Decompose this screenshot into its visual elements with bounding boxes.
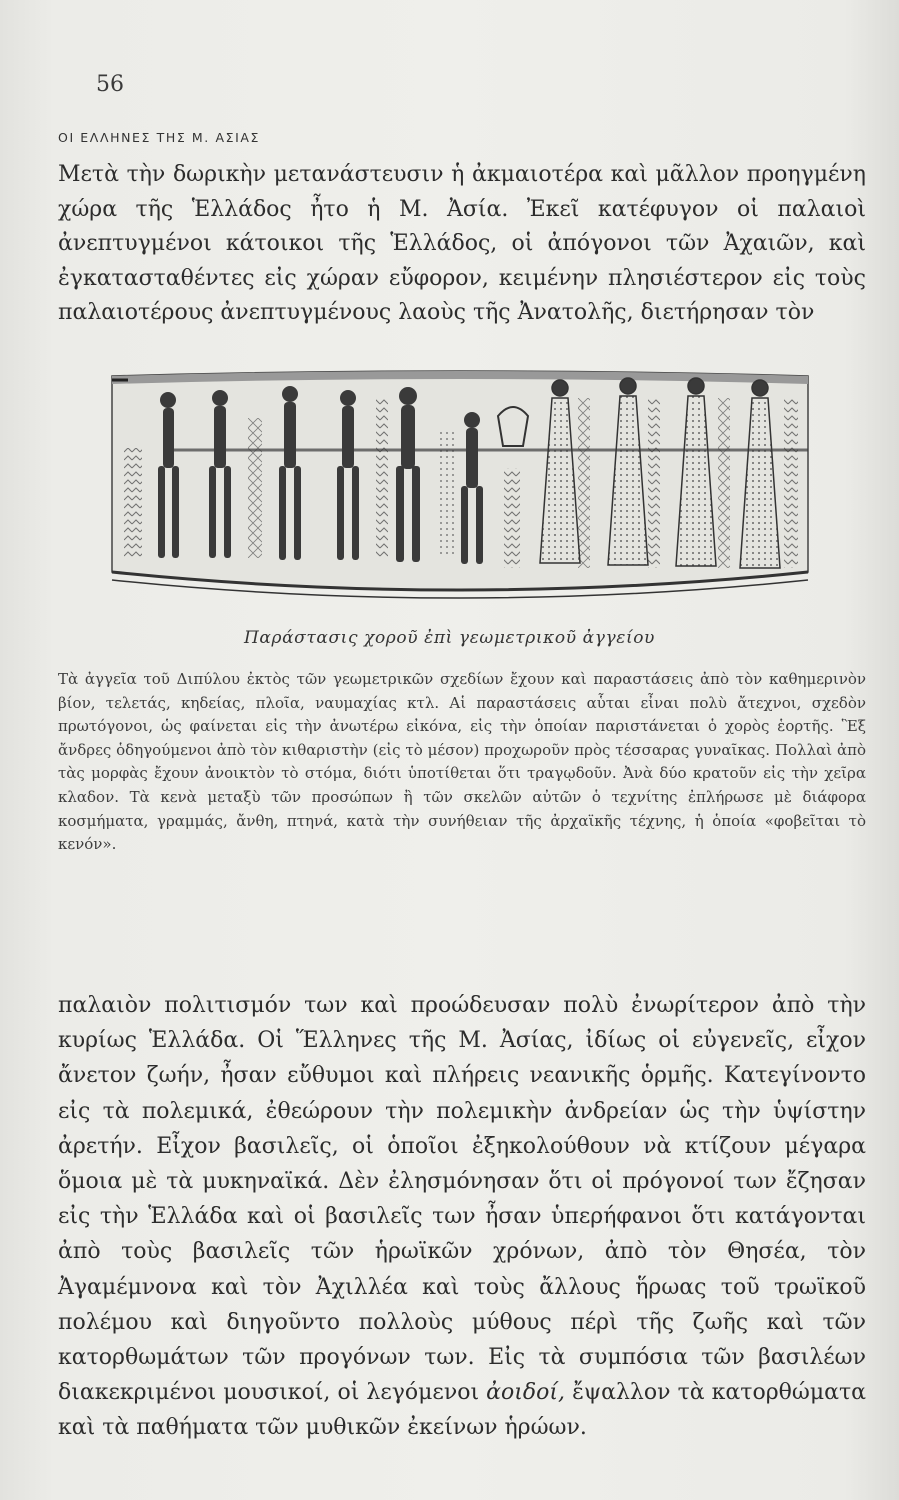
paragraph-main (58, 988, 866, 1446)
paragraph-intro: Μετὰ τὴν δωρικὴν μετανάστευσιν ἡ ἀκμαιοτέρα καὶ μᾶλλον προηγμένη χώρα τῆς Ἑλλάδος ἦτο ἡ Μ. Ἀσία. Ἐκεῖ κατέφυγον οἱ παλαιοὶ ἀνεπτυγμένοι κάτοικοι τῆς Ἑλλάδος, οἱ ἀπόγονοι τῶν Ἀχαιῶν, καὶ ἐγκατασταθέντες εἰς χώραν εὔφορον, κειμένην πλησιέστερον εἰς τοὺς παλαιοτέρους ἀνεπτυγμένους λαοὺς τῆς Ἀνατολῆς, διετήρησαν τὸν (58, 162, 866, 325)
paragraph-main-italic-term: ἀοιδοί, (486, 1380, 565, 1406)
paragraph-main-text-1: παλαιὸν πολιτισμόν των καὶ προώδευσαν πολὺ ἐνωρίτερον ἀπὸ τὴν κυρίως Ἑλλάδα. Οἱ Ἕλληνες τῆς Μ. Ἀσίας, ἰδίως οἱ εὐγενεῖς, εἶχον ἄνετον ζωήν, ἦσαν εὔθυμοι καὶ πλήρεις νεανικῆς ὁρμῆς. Κατεγίνοντο εἰς τὰ πολεμικά, ἐθεώρουν τὴν πολεμικὴν ἀνδρείαν ὡς τὴν ὑψίστην ἀρετήν. Εἶχον βασιλεῖς, οἱ ὁποῖοι ἐξηκολούθουν νὰ κτίζουν μέγαρα ὅμοια μὲ τὰ μυκηναϊκά. Δὲν ἐλησμόνησαν ὅτι οἱ πρόγονοί των ἔζησαν εἰς τὴν Ἑλλάδα καὶ οἱ βασιλεῖς των ἦσαν ὑπερήφανοι ὅτι κατάγονται ἀπὸ τοὺς βασιλεῖς τῶν ἡρωϊκῶν χρόνων, ἀπὸ τὸν Θησέα, τὸν Ἀγαμέμνονα καὶ τὸν Ἀχιλλέα καὶ τοὺς ἄλλους ἥρωας τοῦ τρωϊκοῦ πολέμου καὶ διηγοῦντο πολλοὺς μύθους πέρὶ τῆς ζωῆς καὶ τῶν κατορθωμάτων τῶν προγόνων των. Εἰς τὰ συμπόσια τῶν βασιλέων διακεκριμένοι μουσικοί, οἱ λεγόμενοι (58, 993, 866, 1406)
figure-caption: Παράστασις χοροῦ ἐπὶ γεωμετρικοῦ ἀγγείου (244, 628, 655, 648)
running-head: ΟΙ ΕΛΛΗΝΕΣ ΤΗΣ Μ. ΑΣΙΑΣ (58, 130, 261, 145)
figure-description: Τὰ ἀγγεῖα τοῦ Διπύλου ἐκτὸς τῶν γεωμετρικῶν σχεδίων ἔχουν καὶ παραστάσεις ἀπὸ τὸν καθημερινὸν βίον, τελετάς, κηδείας, πλοῖα, ναυμαχίας κτλ. Αἱ παραστάσεις αὗται εἶναι πολὺ ἄτεχνοι, σχεδὸν πρωτόγονοι, ὡς φαίνεται εἰς τὴν ἀνωτέρω εἰκόνα, εἰς τὴν ὁποίαν παριστάνεται ὁ χορὸς ἑορτῆς. Ἓξ ἄνδρες ὁδηγούμενοι ἀπὸ τὸν κιθαριστὴν (εἰς τὸ μέσον) προχωροῦν πρὸς τέσσαρας γυναῖκας. Πολλαὶ ἀπὸ τὰς μορφὰς ἔχουν ἀνοικτὸν τὸ στόμα, διότι ὑποτίθεται ὅτι τραγῳδοῦν. Ἀνὰ δύο κρατοῦν εἰς τὴν χεῖρα κλαδον. Τὰ κενὰ μεταξὺ τῶν προσώπων ἢ τῶν σκελῶν αὐτῶν ὁ τεχνίτης ἐπλήρωσε μὲ διάφορα κοσμήματα, γραμμάς, ἄνθη, πτηνά, κατὰ τὴν συνήθειαν τῆς ἀρχαϊκῆς τέχνης, ἡ ὁποία «φοβεῖται τὸ κενόν». (58, 670, 866, 854)
paragraph-main-text-2: ἔψαλλον τὰ κατορθώματα καὶ τὰ παθήματα τῶν μυθικῶν ἐκείνων ἡρώων. (58, 1380, 866, 1441)
vase-illustration (108, 358, 812, 620)
vase-frieze-image (108, 358, 812, 620)
page-number: 56 (96, 72, 124, 97)
